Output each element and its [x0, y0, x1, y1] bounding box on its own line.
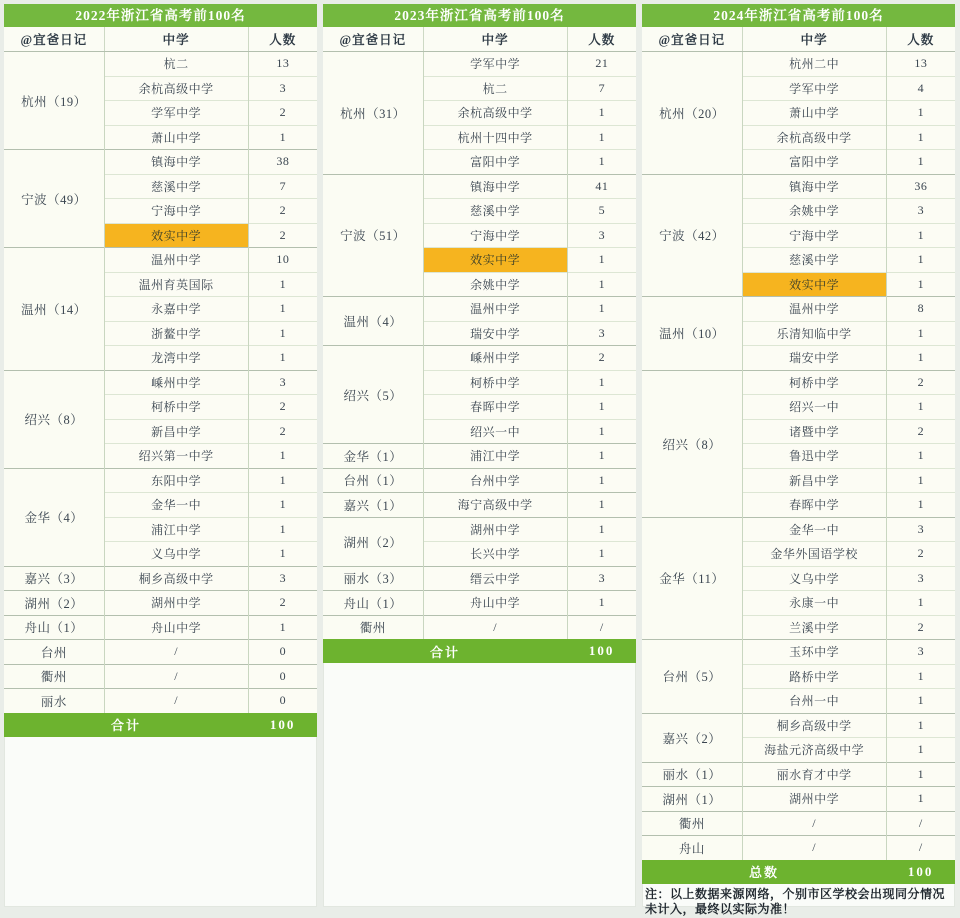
count-cell: 3 — [886, 640, 955, 665]
table-title-2023: 2023年浙江省高考前100名 — [323, 4, 636, 27]
ranking-table-2023 — [323, 27, 636, 663]
count-cell: 21 — [567, 52, 636, 77]
table-row — [323, 566, 636, 591]
count-cell: 3 — [567, 223, 636, 248]
city-cell: 湖州（2） — [323, 517, 423, 566]
count-cell: 1 — [567, 591, 636, 616]
count-cell: 1 — [886, 150, 955, 175]
city-cell: 嘉兴（2） — [642, 713, 742, 762]
city-cell: 衢州 — [642, 811, 742, 836]
school-cell: 嵊州中学 — [423, 346, 567, 371]
school-cell: 湖州中学 — [104, 591, 248, 616]
school-cell: 瑞安中学 — [742, 346, 886, 371]
school-cell: 绍兴一中 — [423, 419, 567, 444]
table-row — [4, 150, 317, 175]
count-cell: 1 — [886, 738, 955, 763]
school-cell: 镇海中学 — [104, 150, 248, 175]
school-cell: 长兴中学 — [423, 542, 567, 567]
count-cell: 4 — [886, 76, 955, 101]
table-row — [642, 811, 955, 836]
school-cell: 杭二 — [104, 52, 248, 77]
school-cell: 浙鳌中学 — [104, 321, 248, 346]
city-cell: 台州（1） — [323, 468, 423, 493]
count-cell: 0 — [248, 640, 317, 665]
count-cell: 1 — [567, 248, 636, 273]
count-cell: 1 — [248, 468, 317, 493]
city-cell: 湖州（2） — [4, 591, 104, 616]
count-cell: 1 — [248, 517, 317, 542]
city-cell: 嘉兴（1） — [323, 493, 423, 518]
count-cell: 7 — [248, 174, 317, 199]
count-cell: 3 — [248, 76, 317, 101]
school-cell: 萧山中学 — [104, 125, 248, 150]
city-cell: 舟山（1） — [4, 615, 104, 640]
school-cell: 宁海中学 — [742, 223, 886, 248]
school-cell: 玉环中学 — [742, 640, 886, 665]
column-header-count: 人数 — [248, 27, 317, 52]
table-row — [642, 836, 955, 860]
city-cell: 湖州（1） — [642, 787, 742, 812]
count-cell: 1 — [248, 346, 317, 371]
table-row — [4, 664, 317, 689]
count-cell: 1 — [886, 444, 955, 469]
column-header-source: @宜爸日记 — [642, 27, 742, 52]
count-cell: 1 — [886, 272, 955, 297]
count-cell: 1 — [248, 125, 317, 150]
school-cell: 浦江中学 — [104, 517, 248, 542]
count-cell: 1 — [248, 542, 317, 567]
table-row — [642, 787, 955, 812]
count-cell: 1 — [567, 272, 636, 297]
school-cell: 新昌中学 — [104, 419, 248, 444]
school-cell: 杭二 — [423, 76, 567, 101]
count-cell: 1 — [567, 297, 636, 322]
school-cell: 慈溪中学 — [742, 248, 886, 273]
school-cell: 乐清知临中学 — [742, 321, 886, 346]
table-panel-2024 — [642, 4, 955, 917]
school-cell: / — [104, 664, 248, 689]
school-cell: 杭州二中 — [742, 52, 886, 77]
count-cell: / — [567, 615, 636, 639]
count-cell: 13 — [248, 52, 317, 77]
city-cell: 杭州（31） — [323, 52, 423, 175]
count-cell: 1 — [886, 787, 955, 812]
school-cell: 永嘉中学 — [104, 297, 248, 322]
count-cell: 3 — [567, 566, 636, 591]
school-cell: 春晖中学 — [423, 395, 567, 420]
table-row — [4, 248, 317, 273]
count-cell: 1 — [248, 297, 317, 322]
count-cell: 2 — [248, 223, 317, 248]
school-cell: 台州中学 — [423, 468, 567, 493]
table-row — [4, 370, 317, 395]
city-cell: 温州（14） — [4, 248, 104, 371]
city-cell: 杭州（20） — [642, 52, 742, 175]
count-cell: 36 — [886, 174, 955, 199]
school-cell: 镇海中学 — [742, 174, 886, 199]
count-cell: 3 — [248, 370, 317, 395]
ranking-table-2022 — [4, 27, 317, 737]
count-cell: 1 — [567, 542, 636, 567]
school-cell: 海盐元济高级中学 — [742, 738, 886, 763]
table-row — [4, 640, 317, 665]
count-cell: 1 — [886, 346, 955, 371]
table-row — [4, 591, 317, 616]
count-cell: 1 — [886, 223, 955, 248]
column-header-source: @宜爸日记 — [323, 27, 423, 52]
count-cell: 2 — [886, 542, 955, 567]
school-cell: 路桥中学 — [742, 664, 886, 689]
count-cell: 1 — [567, 517, 636, 542]
count-cell: 5 — [567, 199, 636, 224]
city-cell: 衢州 — [4, 664, 104, 689]
count-cell: 1 — [567, 395, 636, 420]
count-cell: 0 — [248, 689, 317, 713]
school-cell: 台州一中 — [742, 689, 886, 714]
count-cell: 1 — [886, 591, 955, 616]
table-row — [4, 689, 317, 713]
count-cell: 1 — [567, 370, 636, 395]
school-cell: 杭州十四中学 — [423, 125, 567, 150]
school-cell: 绍兴第一中学 — [104, 444, 248, 469]
school-cell: 诸暨中学 — [742, 419, 886, 444]
column-header-school: 中学 — [742, 27, 886, 52]
school-cell: 金华一中 — [104, 493, 248, 518]
school-cell: 春晖中学 — [742, 493, 886, 518]
count-cell: 2 — [886, 419, 955, 444]
school-cell: 海宁高级中学 — [423, 493, 567, 518]
column-header-count: 人数 — [886, 27, 955, 52]
count-cell: 2 — [886, 615, 955, 640]
school-cell: 湖州中学 — [742, 787, 886, 812]
school-cell: 学军中学 — [742, 76, 886, 101]
table-row — [323, 52, 636, 77]
count-cell: 2 — [248, 419, 317, 444]
count-cell: 1 — [248, 321, 317, 346]
count-cell: 2 — [248, 101, 317, 126]
school-cell-highlighted: 效实中学 — [742, 272, 886, 297]
school-cell: 桐乡高级中学 — [742, 713, 886, 738]
city-cell: 宁波（49） — [4, 150, 104, 248]
count-cell: 2 — [248, 395, 317, 420]
count-cell: 2 — [248, 591, 317, 616]
count-cell: 1 — [886, 713, 955, 738]
city-cell: 绍兴（8） — [642, 370, 742, 517]
count-cell: 1 — [567, 150, 636, 175]
total-row — [4, 713, 317, 737]
city-cell: 丽水（3） — [323, 566, 423, 591]
table-row — [323, 174, 636, 199]
table-row — [642, 762, 955, 787]
school-cell: 缙云中学 — [423, 566, 567, 591]
school-cell: 龙湾中学 — [104, 346, 248, 371]
city-cell: 丽水（1） — [642, 762, 742, 787]
column-header-count: 人数 — [567, 27, 636, 52]
school-cell-highlighted: 效实中学 — [104, 223, 248, 248]
count-cell: 1 — [567, 125, 636, 150]
school-cell: 柯桥中学 — [423, 370, 567, 395]
school-cell: 鲁迅中学 — [742, 444, 886, 469]
table-row — [323, 493, 636, 518]
school-cell: 金华一中 — [742, 517, 886, 542]
count-cell: / — [886, 811, 955, 836]
city-cell: 宁波（42） — [642, 174, 742, 297]
school-cell: 新昌中学 — [742, 468, 886, 493]
city-cell: 丽水 — [4, 689, 104, 713]
count-cell: 1 — [248, 444, 317, 469]
school-cell: 永康一中 — [742, 591, 886, 616]
table-row — [323, 444, 636, 469]
school-cell: 温州中学 — [742, 297, 886, 322]
school-cell: 温州中学 — [423, 297, 567, 322]
count-cell: 1 — [248, 272, 317, 297]
total-row — [642, 860, 955, 884]
city-cell: 温州（10） — [642, 297, 742, 371]
table-row — [323, 468, 636, 493]
table-row — [4, 615, 317, 640]
table-panel-2022 — [4, 4, 317, 907]
count-cell: 1 — [886, 248, 955, 273]
school-cell: / — [104, 689, 248, 713]
count-cell: 1 — [886, 493, 955, 518]
school-cell: 镇海中学 — [423, 174, 567, 199]
table-row — [642, 174, 955, 199]
school-cell: / — [742, 836, 886, 860]
count-cell: / — [886, 836, 955, 860]
table-title-2024: 2024年浙江省高考前100名 — [642, 4, 955, 27]
count-cell: 1 — [886, 468, 955, 493]
count-cell: 7 — [567, 76, 636, 101]
school-cell: 金华外国语学校 — [742, 542, 886, 567]
total-label: 合计 — [4, 713, 248, 737]
city-cell: 舟山 — [642, 836, 742, 860]
school-cell: 余姚中学 — [423, 272, 567, 297]
school-cell: 柯桥中学 — [104, 395, 248, 420]
count-cell: 38 — [248, 150, 317, 175]
city-cell: 台州（5） — [642, 640, 742, 714]
school-cell: 湖州中学 — [423, 517, 567, 542]
total-row — [323, 639, 636, 663]
count-cell: 1 — [567, 493, 636, 518]
school-cell: / — [742, 811, 886, 836]
school-cell: 宁海中学 — [423, 223, 567, 248]
table-row — [642, 713, 955, 738]
table-panel-2023 — [323, 4, 636, 907]
count-cell: 2 — [567, 346, 636, 371]
city-cell: 金华（4） — [4, 468, 104, 566]
school-cell: 余杭高级中学 — [104, 76, 248, 101]
count-cell: 1 — [886, 664, 955, 689]
table-row — [323, 591, 636, 616]
school-cell: 东阳中学 — [104, 468, 248, 493]
city-cell: 嘉兴（3） — [4, 566, 104, 591]
school-cell: 学军中学 — [423, 52, 567, 77]
table-row — [4, 468, 317, 493]
school-cell: 宁海中学 — [104, 199, 248, 224]
school-cell: 温州中学 — [104, 248, 248, 273]
count-cell: 1 — [567, 444, 636, 469]
school-cell: 丽水育才中学 — [742, 762, 886, 787]
school-cell: 舟山中学 — [423, 591, 567, 616]
count-cell: 1 — [886, 125, 955, 150]
school-cell: 兰溪中学 — [742, 615, 886, 640]
school-cell-highlighted: 效实中学 — [423, 248, 567, 273]
school-cell: / — [104, 640, 248, 665]
total-value: 100 — [248, 713, 317, 737]
school-cell: 富阳中学 — [742, 150, 886, 175]
column-header-school: 中学 — [104, 27, 248, 52]
school-cell: 瑞安中学 — [423, 321, 567, 346]
school-cell: 绍兴一中 — [742, 395, 886, 420]
count-cell: 41 — [567, 174, 636, 199]
school-cell: 余杭高级中学 — [742, 125, 886, 150]
school-cell: 温州育英国际 — [104, 272, 248, 297]
school-cell: 余杭高级中学 — [423, 101, 567, 126]
school-cell: 嵊州中学 — [104, 370, 248, 395]
city-cell: 绍兴（5） — [323, 346, 423, 444]
table-row — [642, 370, 955, 395]
total-label: 总数 — [642, 860, 886, 884]
table-row — [642, 517, 955, 542]
total-label: 合计 — [323, 639, 567, 663]
school-cell: 义乌中学 — [742, 566, 886, 591]
city-cell: 金华（11） — [642, 517, 742, 640]
count-cell: 1 — [567, 468, 636, 493]
city-cell: 台州 — [4, 640, 104, 665]
count-cell: 10 — [248, 248, 317, 273]
city-cell: 杭州（19） — [4, 52, 104, 150]
column-header-school: 中学 — [423, 27, 567, 52]
count-cell: 1 — [886, 689, 955, 714]
count-cell: 1 — [886, 321, 955, 346]
table-row — [323, 346, 636, 371]
ranking-table-2024 — [642, 27, 955, 884]
table-row — [4, 566, 317, 591]
count-cell: 1 — [886, 762, 955, 787]
count-cell: 3 — [886, 199, 955, 224]
city-cell: 温州（4） — [323, 297, 423, 346]
table-row — [323, 297, 636, 322]
school-cell: 余姚中学 — [742, 199, 886, 224]
count-cell: 1 — [567, 419, 636, 444]
count-cell: 8 — [886, 297, 955, 322]
total-value: 100 — [886, 860, 955, 884]
school-cell: 萧山中学 — [742, 101, 886, 126]
count-cell: 13 — [886, 52, 955, 77]
table-row — [642, 297, 955, 322]
table-row — [642, 640, 955, 665]
school-cell: 学军中学 — [104, 101, 248, 126]
school-cell: 浦江中学 — [423, 444, 567, 469]
count-cell: 1 — [248, 493, 317, 518]
count-cell: 2 — [886, 370, 955, 395]
count-cell: 1 — [886, 101, 955, 126]
count-cell: 3 — [567, 321, 636, 346]
column-header-source: @宜爸日记 — [4, 27, 104, 52]
count-cell: 3 — [886, 517, 955, 542]
table-row — [642, 52, 955, 77]
school-cell: 舟山中学 — [104, 615, 248, 640]
school-cell: 义乌中学 — [104, 542, 248, 567]
school-cell: 慈溪中学 — [104, 174, 248, 199]
count-cell: 1 — [248, 615, 317, 640]
count-cell: 0 — [248, 664, 317, 689]
count-cell: 3 — [886, 566, 955, 591]
count-cell: 2 — [248, 199, 317, 224]
footnote: 注：以上数据来源网络，个别市区学校会出现同分情况未计入，最终以实际为准！ — [645, 886, 946, 917]
total-value: 100 — [567, 639, 636, 663]
school-cell: 桐乡高级中学 — [104, 566, 248, 591]
table-title-2022: 2022年浙江省高考前100名 — [4, 4, 317, 27]
count-cell: 1 — [886, 395, 955, 420]
city-cell: 舟山（1） — [323, 591, 423, 616]
school-cell: 慈溪中学 — [423, 199, 567, 224]
school-cell: 富阳中学 — [423, 150, 567, 175]
school-cell: 柯桥中学 — [742, 370, 886, 395]
city-cell: 宁波（51） — [323, 174, 423, 297]
city-cell: 金华（1） — [323, 444, 423, 469]
school-cell: / — [423, 615, 567, 639]
city-cell: 绍兴（8） — [4, 370, 104, 468]
table-row — [323, 517, 636, 542]
count-cell: 1 — [567, 101, 636, 126]
table-row — [4, 52, 317, 77]
table-row — [323, 615, 636, 639]
city-cell: 衢州 — [323, 615, 423, 639]
count-cell: 3 — [248, 566, 317, 591]
